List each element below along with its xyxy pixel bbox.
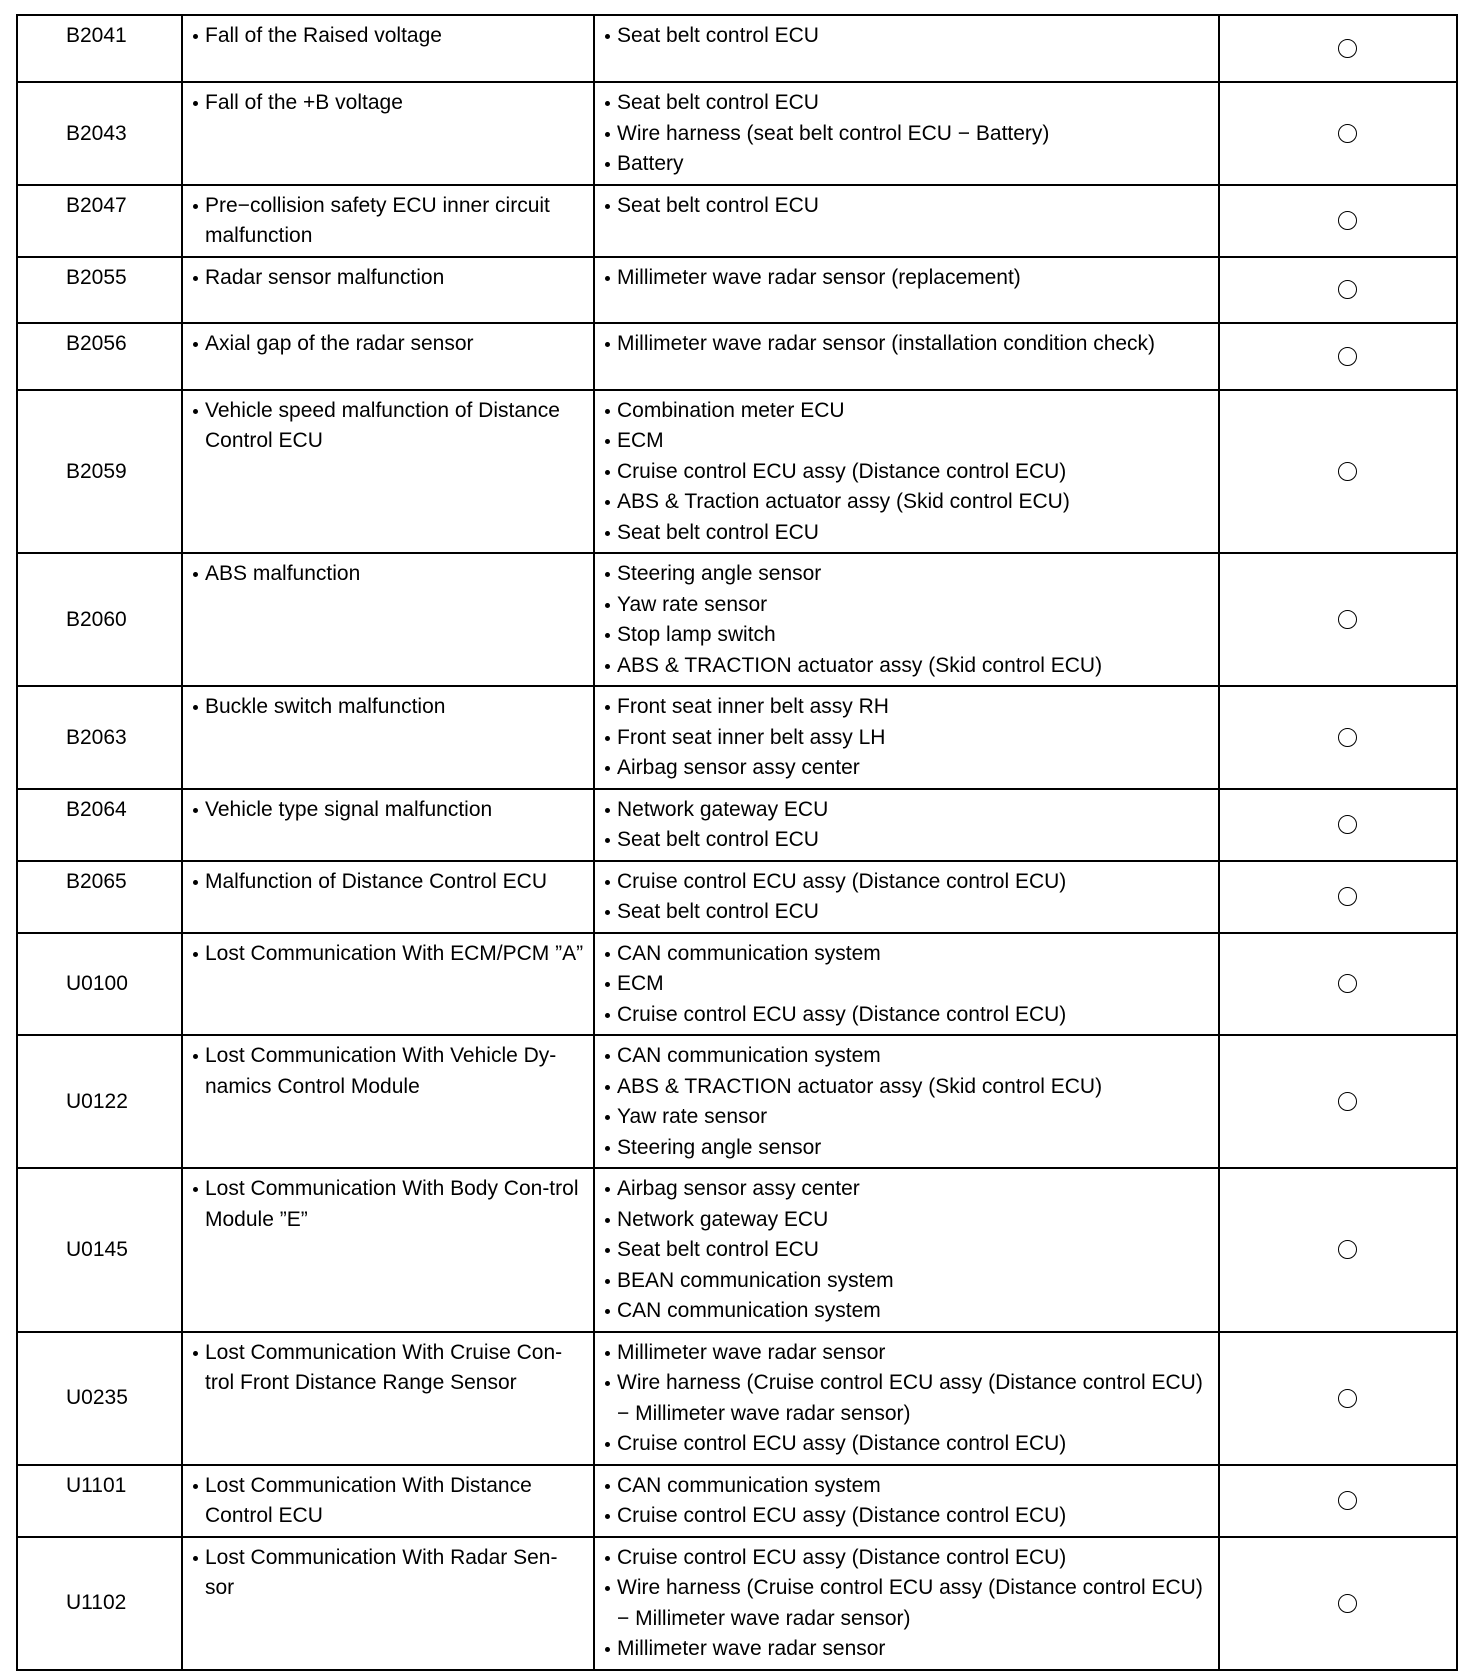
- detection-item-cell: [182, 15, 594, 82]
- memory-mark-cell: [1219, 390, 1457, 554]
- memory-mark-cell: [1219, 933, 1457, 1036]
- circle-icon: [1338, 1594, 1357, 1613]
- trouble-area-cell: [594, 686, 1219, 789]
- dtc-code: U0100: [17, 933, 182, 1036]
- detection-item: Fall of the +B voltage: [191, 88, 585, 119]
- trouble-area-item: Seat belt control ECU: [603, 825, 1210, 856]
- circle-icon: [1338, 815, 1357, 834]
- trouble-area-item: ECM: [603, 969, 1210, 1000]
- trouble-area-item: Cruise control ECU assy (Distance control ECU): [603, 457, 1210, 488]
- detection-item: Vehicle type signal malfunction: [191, 795, 585, 826]
- detection-item: Buckle switch malfunction: [191, 692, 585, 723]
- detection-item: Lost Communication With Distance Control ECU: [191, 1471, 585, 1532]
- trouble-area-cell: [594, 1537, 1219, 1670]
- trouble-area-item: Millimeter wave radar sensor: [603, 1338, 1210, 1369]
- detection-item: Lost Communication With ECM/PCM ”A”: [191, 939, 585, 970]
- trouble-area-item: ABS & Traction actuator assy (Skid control ECU): [603, 487, 1210, 518]
- circle-icon: [1338, 728, 1357, 747]
- dtc-code: B2065: [17, 861, 182, 933]
- dtc-code: B2063: [17, 686, 182, 789]
- circle-icon: [1338, 280, 1357, 299]
- circle-icon: [1338, 1491, 1357, 1510]
- detection-item-cell: [182, 82, 594, 185]
- trouble-area-item: Stop lamp switch: [603, 620, 1210, 651]
- memory-mark-cell: [1219, 1332, 1457, 1465]
- circle-icon: [1338, 1389, 1357, 1408]
- trouble-area-item: Seat belt control ECU: [603, 88, 1210, 119]
- memory-mark-cell: [1219, 1537, 1457, 1670]
- trouble-area-item: Combination meter ECU: [603, 396, 1210, 427]
- trouble-area-item: Front seat inner belt assy RH: [603, 692, 1210, 723]
- detection-item: ABS malfunction: [191, 559, 585, 590]
- trouble-area-item: CAN communication system: [603, 1471, 1210, 1502]
- table-row: [17, 323, 1457, 390]
- circle-icon: [1338, 974, 1357, 993]
- trouble-area-item: ABS & TRACTION actuator assy (Skid control ECU): [603, 651, 1210, 682]
- trouble-area-item: Cruise control ECU assy (Distance control ECU): [603, 1429, 1210, 1460]
- memory-mark-cell: [1219, 1168, 1457, 1332]
- dtc-code: U0235: [17, 1332, 182, 1465]
- trouble-area-item: Network gateway ECU: [603, 1205, 1210, 1236]
- memory-mark-cell: [1219, 789, 1457, 861]
- table-row: [17, 1035, 1457, 1168]
- dtc-code: B2060: [17, 553, 182, 686]
- circle-icon: [1338, 610, 1357, 629]
- trouble-area-item: Steering angle sensor: [603, 559, 1210, 590]
- dtc-code: U0122: [17, 1035, 182, 1168]
- detection-item-cell: [182, 1465, 594, 1537]
- memory-mark-cell: [1219, 1035, 1457, 1168]
- trouble-area-item: Millimeter wave radar sensor (installation condition check): [603, 329, 1210, 360]
- trouble-area-item: Airbag sensor assy center: [603, 753, 1210, 784]
- trouble-area-item: Cruise control ECU assy (Distance control ECU): [603, 1501, 1210, 1532]
- circle-icon: [1338, 462, 1357, 481]
- circle-icon: [1338, 39, 1357, 58]
- trouble-area-item: Seat belt control ECU: [603, 21, 1210, 52]
- trouble-area-cell: [594, 553, 1219, 686]
- trouble-area-cell: [594, 861, 1219, 933]
- table-row: [17, 257, 1457, 323]
- dtc-code: B2043: [17, 82, 182, 185]
- trouble-area-item: Cruise control ECU assy (Distance control ECU): [603, 1543, 1210, 1574]
- table-row: [17, 1537, 1457, 1670]
- detection-item-cell: [182, 553, 594, 686]
- trouble-area-item: Seat belt control ECU: [603, 897, 1210, 928]
- dtc-code: U1101: [17, 1465, 182, 1537]
- table-row: [17, 390, 1457, 554]
- detection-item: Fall of the Raised voltage: [191, 21, 585, 52]
- detection-item: Vehicle speed malfunction of Distance Control ECU: [191, 396, 585, 457]
- memory-mark-cell: [1219, 185, 1457, 257]
- dtc-code: B2064: [17, 789, 182, 861]
- trouble-area-cell: [594, 257, 1219, 323]
- detection-item: Lost Communication With Vehicle Dy-namics Control Module: [191, 1041, 585, 1102]
- dtc-code: U1102: [17, 1537, 182, 1670]
- trouble-area-item: Battery: [603, 149, 1210, 180]
- dtc-table: [16, 14, 1458, 1671]
- trouble-area-cell: [594, 185, 1219, 257]
- trouble-area-item: Seat belt control ECU: [603, 1235, 1210, 1266]
- trouble-area-item: CAN communication system: [603, 1296, 1210, 1327]
- trouble-area-item: CAN communication system: [603, 1041, 1210, 1072]
- trouble-area-cell: [594, 933, 1219, 1036]
- memory-mark-cell: [1219, 553, 1457, 686]
- circle-icon: [1338, 211, 1357, 230]
- memory-mark-cell: [1219, 1465, 1457, 1537]
- detection-item-cell: [182, 323, 594, 390]
- trouble-area-item: Wire harness (Cruise control ECU assy (Distance control ECU) − Millimeter wave radar sensor): [603, 1573, 1210, 1634]
- trouble-area-item: Cruise control ECU assy (Distance control ECU): [603, 1000, 1210, 1031]
- trouble-area-cell: [594, 789, 1219, 861]
- trouble-area-item: Wire harness (seat belt control ECU − Battery): [603, 119, 1210, 150]
- trouble-area-cell: [594, 1168, 1219, 1332]
- detection-item-cell: [182, 686, 594, 789]
- table-row: [17, 1168, 1457, 1332]
- detection-item-cell: [182, 1168, 594, 1332]
- memory-mark-cell: [1219, 15, 1457, 82]
- detection-item: Pre−collision safety ECU inner circuit malfunction: [191, 191, 585, 252]
- circle-icon: [1338, 887, 1357, 906]
- table-row: [17, 82, 1457, 185]
- trouble-area-cell: [594, 1035, 1219, 1168]
- trouble-area-item: Seat belt control ECU: [603, 518, 1210, 549]
- table-row: [17, 686, 1457, 789]
- trouble-area-item: Front seat inner belt assy LH: [603, 723, 1210, 754]
- detection-item: Malfunction of Distance Control ECU: [191, 867, 585, 898]
- table-row: [17, 933, 1457, 1036]
- trouble-area-item: ABS & TRACTION actuator assy (Skid control ECU): [603, 1072, 1210, 1103]
- table-row: [17, 1465, 1457, 1537]
- detection-item-cell: [182, 861, 594, 933]
- table-row: [17, 553, 1457, 686]
- memory-mark-cell: [1219, 323, 1457, 390]
- dtc-code: B2047: [17, 185, 182, 257]
- table-row: [17, 185, 1457, 257]
- detection-item-cell: [182, 185, 594, 257]
- detection-item-cell: [182, 1332, 594, 1465]
- trouble-area-item: Millimeter wave radar sensor (replacement): [603, 263, 1210, 294]
- table-row: [17, 15, 1457, 82]
- detection-item-cell: [182, 390, 594, 554]
- trouble-area-cell: [594, 323, 1219, 390]
- dtc-code: U0145: [17, 1168, 182, 1332]
- dtc-code: B2041: [17, 15, 182, 82]
- dtc-code: B2059: [17, 390, 182, 554]
- memory-mark-cell: [1219, 861, 1457, 933]
- trouble-area-item: ECM: [603, 426, 1210, 457]
- trouble-area-item: Millimeter wave radar sensor: [603, 1634, 1210, 1665]
- trouble-area-item: Yaw rate sensor: [603, 1102, 1210, 1133]
- trouble-area-item: Cruise control ECU assy (Distance control ECU): [603, 867, 1210, 898]
- memory-mark-cell: [1219, 257, 1457, 323]
- trouble-area-item: Yaw rate sensor: [603, 590, 1210, 621]
- trouble-area-item: Seat belt control ECU: [603, 191, 1210, 222]
- trouble-area-cell: [594, 82, 1219, 185]
- trouble-area-cell: [594, 1465, 1219, 1537]
- dtc-code: B2055: [17, 257, 182, 323]
- detection-item-cell: [182, 257, 594, 323]
- table-row: [17, 861, 1457, 933]
- detection-item: Axial gap of the radar sensor: [191, 329, 585, 360]
- trouble-area-item: Wire harness (Cruise control ECU assy (Distance control ECU) − Millimeter wave radar sensor): [603, 1368, 1210, 1429]
- detection-item-cell: [182, 1537, 594, 1670]
- trouble-area-item: Steering angle sensor: [603, 1133, 1210, 1164]
- trouble-area-cell: [594, 1332, 1219, 1465]
- dtc-table-body: [17, 15, 1457, 1670]
- trouble-area-item: CAN communication system: [603, 939, 1210, 970]
- detection-item-cell: [182, 1035, 594, 1168]
- memory-mark-cell: [1219, 82, 1457, 185]
- detection-item: Radar sensor malfunction: [191, 263, 585, 294]
- trouble-area-cell: [594, 390, 1219, 554]
- circle-icon: [1338, 347, 1357, 366]
- detection-item-cell: [182, 789, 594, 861]
- detection-item: Lost Communication With Cruise Con-trol Front Distance Range Sensor: [191, 1338, 585, 1399]
- dtc-code: B2056: [17, 323, 182, 390]
- trouble-area-item: Airbag sensor assy center: [603, 1174, 1210, 1205]
- detection-item-cell: [182, 933, 594, 1036]
- memory-mark-cell: [1219, 686, 1457, 789]
- detection-item: Lost Communication With Radar Sen-sor: [191, 1543, 585, 1604]
- trouble-area-cell: [594, 15, 1219, 82]
- circle-icon: [1338, 1092, 1357, 1111]
- trouble-area-item: BEAN communication system: [603, 1266, 1210, 1297]
- trouble-area-item: Network gateway ECU: [603, 795, 1210, 826]
- table-row: [17, 789, 1457, 861]
- detection-item: Lost Communication With Body Con-trol Module ”E”: [191, 1174, 585, 1235]
- table-row: [17, 1332, 1457, 1465]
- circle-icon: [1338, 1240, 1357, 1259]
- circle-icon: [1338, 124, 1357, 143]
